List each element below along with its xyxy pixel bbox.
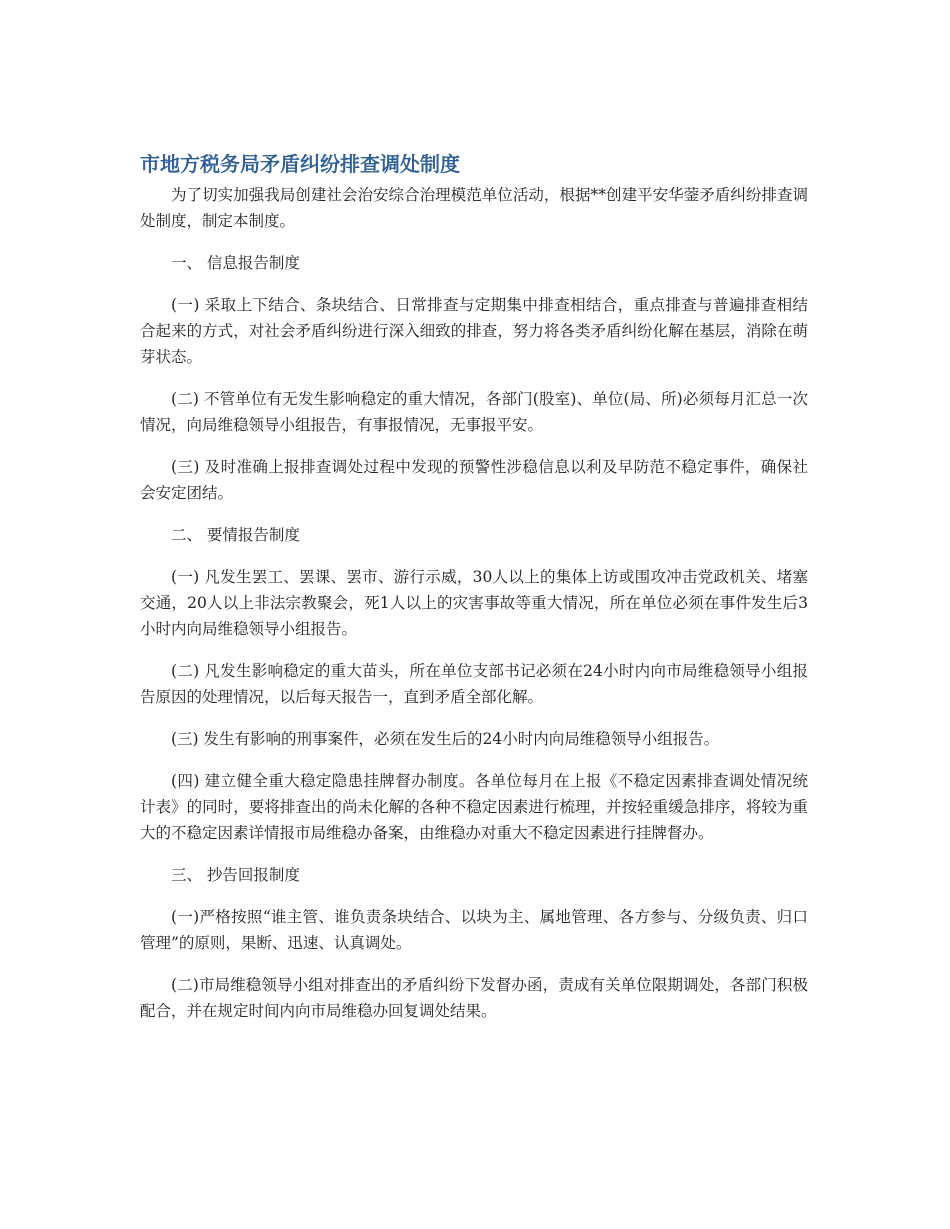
intro-paragraph: 为了切实加强我局创建社会治安综合治理模范单位活动，根据**创建平安华蓥矛盾纠纷排查调处制度，制定本制度。 [140, 186, 808, 230]
paragraph: (四) 建立健全重大稳定隐患挂牌督办制度。各单位每月在上报《不稳定因素排查调处情况统计表》的同时，要将排查出的尚未化解的各种不稳定因素进行梳理，并按轻重缓急排序，将较为重大的不稳定因素详情报市局维稳办备案，由维稳办对重大不稳定因素进行挂牌督办。 [140, 772, 808, 842]
paragraph: (一) 采取上下结合、条块结合、日常排查与定期集中排查相结合，重点排查与普遍排查相结合起来的方式，对社会矛盾纠纷进行深入细致的排查，努力将各类矛盾纠纷化解在基层，消除在萌芽状态。 [140, 296, 808, 366]
section-heading: 二、 要情报告制度 [171, 526, 300, 544]
section-heading: 三、 抄告回报制度 [171, 866, 300, 884]
paragraph: (三) 发生有影响的刑事案件，必须在发生后的24小时内向局维稳领导小组报告。 [171, 730, 720, 748]
document-page [140, 150, 808, 1040]
paragraph: (一)严格按照“谁主管、谁负责条块结合、以块为主、属地管理、各方参与、分级负责、归口管理”的原则，果断、迅速、认真调处。 [140, 908, 808, 952]
paragraph: (二) 凡发生影响稳定的重大苗头，所在单位支部书记必须在24小时内向市局维稳领导小组报告原因的处理情况，以后每天报告一，直到矛盾全部化解。 [140, 662, 808, 706]
paragraph: (一) 凡发生罢工、罢课、罢市、游行示威，30人以上的集体上访或围攻冲击党政机关、堵塞交通，20人以上非法宗教聚会，死1人以上的灾害事故等重大情况，所在单位必须在事件发生后3小时内向局维稳领导小组报告。 [140, 568, 808, 638]
paragraph: (三) 及时准确上报排查调处过程中发现的预警性涉稳信息以利及早防范不稳定事件，确保社会安定团结。 [140, 458, 808, 502]
section-heading: 一、 信息报告制度 [171, 254, 300, 272]
document-title: 市地方税务局矛盾纠纷排查调处制度 [140, 152, 460, 176]
paragraph: (二)市局维稳领导小组对排查出的矛盾纠纷下发督办函，责成有关单位限期调处，各部门积极配合，并在规定时间内向市局维稳办回复调处结果。 [140, 976, 808, 1020]
paragraph: (二) 不管单位有无发生影响稳定的重大情况，各部门(股室)、单位(局、所)必须每月汇总一次情况，向局维稳领导小组报告，有事报情况，无事报平安。 [140, 390, 808, 434]
